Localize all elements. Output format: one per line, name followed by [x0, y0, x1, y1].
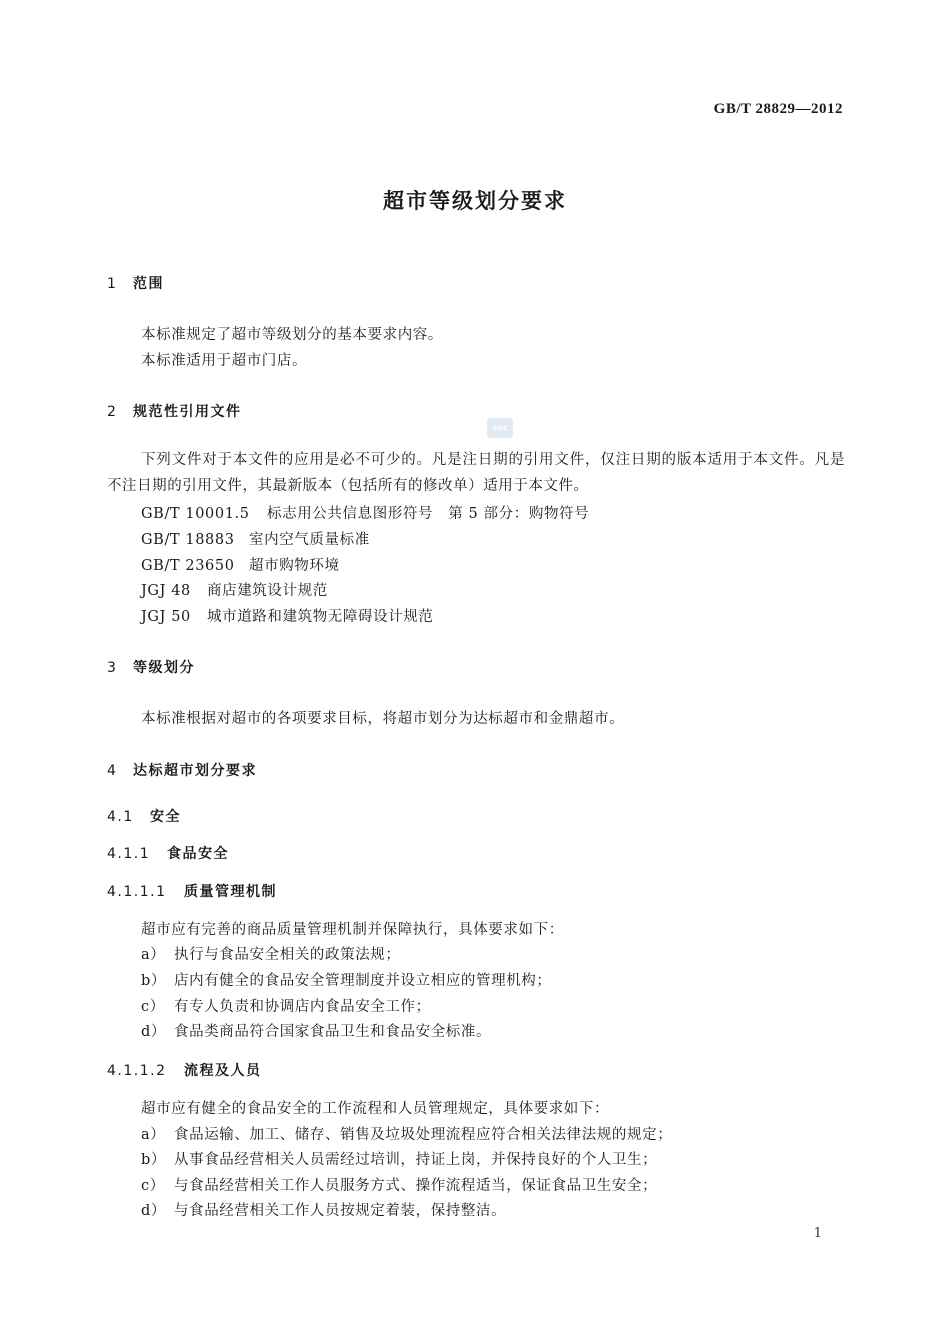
list-item	[141, 1020, 491, 1041]
list-item	[141, 1148, 657, 1169]
list-item-label: a）	[141, 947, 166, 963]
list-item-text: 从事食品经营相关人员需经过培训，持证上岗，并保持良好的个人卫生；	[174, 1152, 658, 1168]
clause-intro: 超市应有完善的商品质量管理机制并保障执行，具体要求如下：	[141, 922, 564, 938]
section-title: 等级划分	[133, 660, 195, 676]
document-title: 超市等级划分要求	[383, 189, 567, 213]
section-title: 达标超市划分要求	[133, 763, 257, 779]
section-title: 规范性引用文件	[133, 404, 242, 420]
list-item-label: c）	[141, 1178, 165, 1194]
list-item-label: b）	[141, 973, 166, 989]
section-2-heading	[107, 401, 242, 421]
sac-watermark-logo: sac	[487, 418, 513, 438]
clause-intro: 超市应有健全的食品安全的工作流程和人员管理规定，具体要求如下：	[141, 1101, 610, 1117]
list-item-text: 食品运输、加工、储存、销售及垃圾处理流程应符合相关法律法规的规定；	[174, 1127, 673, 1143]
reference-item	[141, 554, 340, 575]
section-number: 3	[107, 660, 118, 676]
section-title: 安全	[150, 809, 181, 825]
section-title: 质量管理机制	[184, 884, 277, 900]
list-item-text: 执行与食品安全相关的政策法规；	[174, 947, 401, 963]
list-item-text: 店内有健全的食品安全管理制度并设立相应的管理机构；	[174, 973, 552, 989]
section-1-paragraph: 本标准规定了超市等级划分的基本要求内容。	[141, 327, 443, 343]
reference-item	[141, 579, 328, 600]
list-item-text: 与食品经营相关工作人员按规定着装，保持整洁。	[174, 1203, 507, 1219]
section-4-heading	[107, 760, 257, 780]
reference-code: GB/T 23650	[141, 558, 235, 574]
reference-item	[141, 502, 589, 523]
section-1-heading	[107, 273, 164, 293]
reference-title: 商店建筑设计规范	[207, 583, 328, 599]
section-2-intro: 下列文件对于本文件的应用是必不可少的。凡是注日期的引用文件，仅注日期的版本适用于本文件。凡是不注日期的引用文件，其最新版本（包括所有的修改单）适用于本文件。	[107, 452, 845, 494]
section-3-heading	[107, 657, 195, 677]
list-item	[141, 969, 552, 990]
list-item	[141, 1174, 657, 1195]
list-item	[141, 1199, 506, 1220]
list-item	[141, 943, 401, 964]
reference-title: 城市道路和建筑物无障碍设计规范	[207, 609, 434, 625]
reference-title: 标志用公共信息图形符号 第 5 部分：购物符号	[267, 506, 590, 522]
list-item-text: 有专人负责和协调店内食品安全工作；	[174, 999, 431, 1015]
section-number: 4.1	[107, 809, 134, 825]
list-item-label: d）	[141, 1203, 166, 1219]
page-number: 1	[813, 1226, 822, 1241]
list-item-label: c）	[141, 999, 165, 1015]
section-title: 流程及人员	[184, 1063, 262, 1079]
section-1-paragraph: 本标准适用于超市门店。	[141, 353, 308, 369]
reference-code: JGJ 48	[141, 583, 191, 599]
reference-title: 室内空气质量标准	[249, 532, 370, 548]
section-number: 4.1.1.1	[107, 884, 167, 900]
section-number: 4.1.1.2	[107, 1063, 167, 1079]
list-item	[141, 995, 431, 1016]
reference-code: GB/T 18883	[141, 532, 235, 548]
section-4-1-1-1-heading	[107, 881, 277, 901]
section-number: 2	[107, 404, 118, 420]
section-4-1-1-2-heading	[107, 1060, 262, 1080]
standard-code: GB/T 28829—2012	[713, 101, 843, 117]
section-title: 食品安全	[167, 846, 229, 862]
section-4-1-1-heading	[107, 843, 229, 863]
section-number: 4	[107, 763, 118, 779]
list-item-label: b）	[141, 1152, 166, 1168]
reference-title: 超市购物环境	[249, 558, 340, 574]
list-item-text: 食品类商品符合国家食品卫生和食品安全标准。	[174, 1024, 492, 1040]
reference-code: GB/T 10001.5	[141, 506, 250, 522]
section-number: 4.1.1	[107, 846, 151, 862]
list-item	[141, 1123, 672, 1144]
list-item-text: 与食品经营相关工作人员服务方式、操作流程适当，保证食品卫生安全；	[174, 1178, 658, 1194]
section-number: 1	[107, 276, 118, 292]
reference-item	[141, 605, 434, 626]
reference-item	[141, 528, 370, 549]
section-3-paragraph: 本标准根据对超市的各项要求目标，将超市划分为达标超市和金鼎超市。	[141, 711, 625, 727]
section-4-1-heading	[107, 806, 181, 826]
reference-code: JGJ 50	[141, 609, 191, 625]
list-item-label: d）	[141, 1024, 166, 1040]
list-item-label: a）	[141, 1127, 166, 1143]
section-title: 范围	[133, 276, 164, 292]
